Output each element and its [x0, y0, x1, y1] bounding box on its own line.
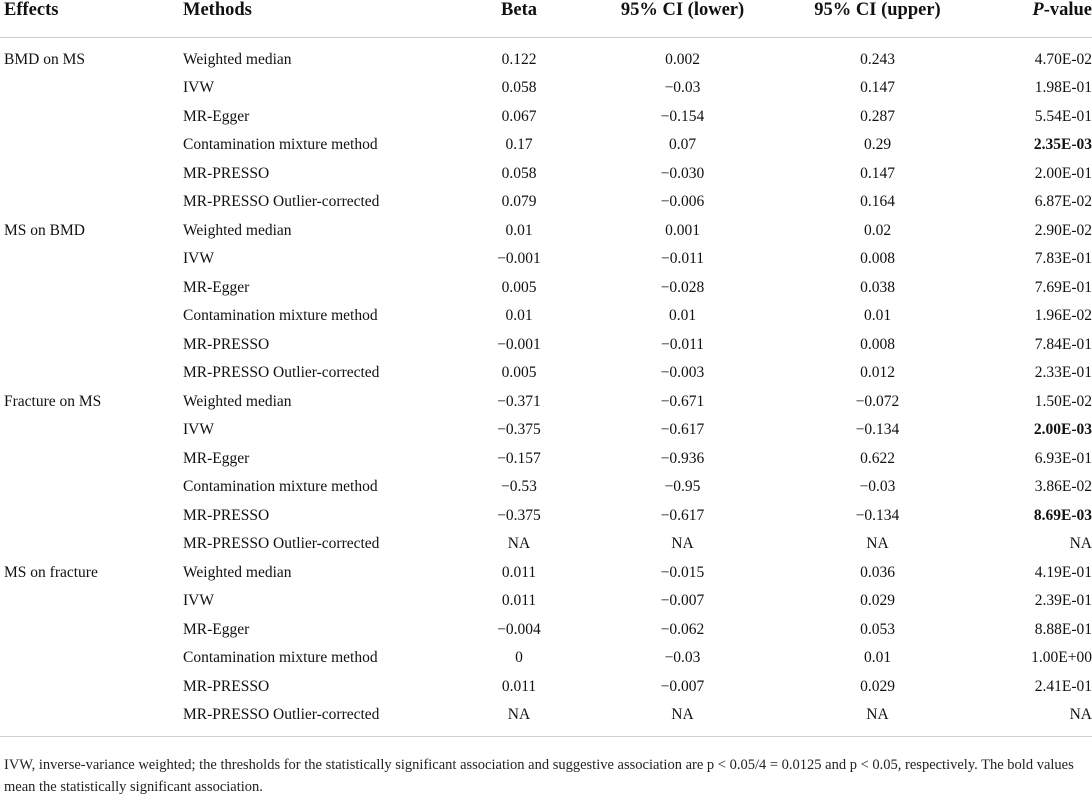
ci-lower-cell: 0.01 — [668, 307, 697, 325]
beta-cell: −0.371 — [497, 392, 541, 410]
effect-cell — [0, 473, 183, 502]
method-cell: MR-Egger — [183, 620, 250, 638]
ci-lower-cell: −0.03 — [664, 649, 701, 667]
beta-cell: −0.53 — [501, 478, 537, 496]
p-value-cell: 2.00E-03 — [1033, 421, 1092, 439]
ci-upper-cell: 0.02 — [863, 221, 892, 239]
ci-upper-cell: 0.038 — [860, 278, 895, 296]
method-cell: MR-PRESSO Outlier-corrected — [183, 193, 380, 211]
ci-lower-cell: −0.007 — [660, 677, 705, 695]
ci-upper-cell: 0.053 — [860, 620, 895, 638]
table-footnote: IVW, inverse-variance weighted; the thresholds for the statistically significant association and suggestive association are p < 0.05/4 = 0.0125 and p < 0.05, respectively. The bold values mean the statistically significant association. — [4, 757, 1074, 795]
method-cell: MR-PRESSO Outlier-corrected — [183, 535, 380, 553]
p-value-cell: 1.96E-02 — [1034, 307, 1092, 325]
method-cell: MR-PRESSO — [183, 164, 270, 182]
table-row — [0, 644, 1092, 673]
method-cell: Contamination mixture method — [183, 136, 378, 154]
table-row — [0, 331, 1092, 360]
table-row — [0, 188, 1092, 217]
ci-lower-cell: −0.006 — [660, 193, 705, 211]
ci-upper-cell: 0.147 — [860, 164, 895, 182]
beta-cell: −0.375 — [497, 421, 541, 439]
beta-cell: 0.01 — [505, 307, 533, 325]
p-value-cell: 7.84E-01 — [1034, 335, 1092, 353]
effect-cell — [0, 160, 183, 189]
effect-cell — [0, 274, 183, 303]
effect-cell — [0, 103, 183, 132]
effect-cell — [0, 331, 183, 360]
ci-upper-cell: −0.072 — [855, 392, 900, 410]
p-value-cell: 1.50E-02 — [1034, 392, 1092, 410]
p-value-cell: 6.93E-01 — [1034, 449, 1092, 467]
effect-cell — [0, 74, 183, 103]
method-cell: MR-PRESSO Outlier-corrected — [183, 364, 380, 382]
table-row — [0, 587, 1092, 616]
beta-cell: 0 — [515, 649, 523, 667]
ci-lower-cell: 0.07 — [668, 136, 697, 154]
effect-cell: Fracture on MS — [4, 392, 102, 410]
effect-cell — [0, 530, 183, 559]
method-cell: Contamination mixture method — [183, 649, 378, 667]
ci-upper-cell: 0.29 — [863, 136, 892, 154]
method-cell: Weighted median — [183, 563, 292, 581]
p-value-cell: NA — [1069, 535, 1092, 553]
p-value-cell: 1.98E-01 — [1034, 79, 1092, 97]
table-row — [0, 502, 1092, 531]
beta-cell: 0.17 — [505, 136, 533, 154]
ci-lower-cell: −0.003 — [660, 364, 705, 382]
method-cell: MR-Egger — [183, 449, 250, 467]
beta-cell: 0.011 — [501, 677, 537, 695]
table-row — [0, 131, 1092, 160]
method-cell: MR-PRESSO — [183, 677, 270, 695]
ci-upper-cell: 0.029 — [860, 677, 895, 695]
table-row — [0, 74, 1092, 103]
method-cell: MR-PRESSO — [183, 506, 270, 524]
ci-lower-cell: −0.671 — [660, 392, 705, 410]
ci-lower-cell: −0.028 — [660, 278, 705, 296]
beta-cell: 0.067 — [501, 107, 537, 125]
ci-upper-cell: 0.287 — [860, 107, 895, 125]
p-value-cell: 1.00E+00 — [1031, 649, 1092, 667]
table-row — [0, 559, 1092, 588]
effect-cell — [0, 445, 183, 474]
beta-cell: 0.058 — [501, 164, 537, 182]
method-cell: IVW — [183, 592, 214, 610]
ci-lower-cell: 0.002 — [665, 51, 700, 68]
table-row — [0, 701, 1092, 736]
header-p-rest: -value — [1043, 0, 1092, 20]
p-value-cell: 4.70E-02 — [1034, 51, 1092, 68]
beta-cell: 0.122 — [501, 51, 537, 68]
ci-upper-cell: 0.01 — [863, 307, 892, 325]
beta-cell: 0.058 — [501, 79, 537, 97]
ci-upper-cell: −0.03 — [859, 478, 896, 496]
effect-cell — [0, 188, 183, 217]
ci-upper-cell: 0.147 — [860, 79, 895, 97]
method-cell: IVW — [183, 79, 214, 97]
table-row — [0, 616, 1092, 645]
header-ci-upper: 95% CI (upper) — [765, 0, 990, 38]
effect-cell — [0, 245, 183, 274]
beta-cell: −0.001 — [497, 250, 541, 268]
beta-cell: 0.005 — [501, 364, 537, 382]
table-row — [0, 445, 1092, 474]
ci-lower-cell: −0.015 — [660, 563, 705, 581]
method-cell: IVW — [183, 250, 214, 268]
beta-cell: −0.157 — [497, 449, 541, 467]
ci-lower-cell: −0.95 — [664, 478, 701, 496]
table-row — [0, 359, 1092, 388]
table-row — [0, 388, 1092, 417]
beta-cell: 0.01 — [505, 221, 533, 239]
beta-cell: 0.079 — [501, 193, 537, 211]
table-row — [0, 103, 1092, 132]
p-value-cell: 7.83E-01 — [1034, 250, 1092, 268]
method-cell: MR-Egger — [183, 107, 250, 125]
header-row — [0, 0, 1092, 38]
ci-lower-cell: −0.062 — [660, 620, 705, 638]
p-value-cell: 4.19E-01 — [1034, 563, 1092, 581]
ci-lower-cell: −0.03 — [664, 79, 701, 97]
ci-lower-cell: −0.154 — [660, 107, 705, 125]
ci-lower-cell: −0.617 — [660, 421, 705, 439]
ci-upper-cell: 0.01 — [863, 649, 892, 667]
beta-cell: 0.011 — [501, 563, 537, 581]
effect-cell — [0, 673, 183, 702]
p-value-cell: 6.87E-02 — [1034, 193, 1092, 211]
effect-cell — [0, 587, 183, 616]
ci-lower-cell: −0.936 — [660, 449, 705, 467]
beta-cell: −0.375 — [497, 506, 541, 524]
p-value-cell: 2.90E-02 — [1034, 221, 1092, 239]
method-cell: Weighted median — [183, 51, 292, 68]
table-body — [0, 38, 1092, 737]
beta-cell: 0.011 — [501, 592, 537, 610]
ci-lower-cell: 0.001 — [665, 221, 700, 239]
method-cell: MR-Egger — [183, 278, 250, 296]
header-p-italic: P — [1032, 0, 1044, 20]
ci-upper-cell: 0.036 — [860, 563, 895, 581]
beta-cell: −0.004 — [497, 620, 541, 638]
ci-upper-cell: NA — [765, 701, 990, 736]
table-row — [0, 673, 1092, 702]
table-row — [0, 217, 1092, 246]
method-cell: Contamination mixture method — [183, 478, 378, 496]
p-value-cell: 2.39E-01 — [1034, 592, 1092, 610]
method-cell: Weighted median — [183, 392, 292, 410]
effect-cell: MS on fracture — [4, 563, 98, 581]
ci-upper-cell: 0.008 — [860, 250, 895, 268]
table-row — [0, 160, 1092, 189]
header-effects: Effects — [0, 0, 183, 38]
ci-lower-cell: −0.617 — [660, 506, 705, 524]
p-value-cell: 8.88E-01 — [1034, 620, 1092, 638]
ci-upper-cell: 0.164 — [860, 193, 895, 211]
effect-cell — [0, 131, 183, 160]
table-row — [0, 274, 1092, 303]
beta-cell: NA — [438, 701, 600, 736]
beta-cell: −0.001 — [497, 335, 541, 353]
ci-lower-cell: −0.011 — [660, 335, 705, 353]
effect-cell: BMD on MS — [4, 51, 85, 68]
method-cell: Weighted median — [183, 221, 292, 239]
effect-cell — [0, 701, 183, 736]
effect-cell — [0, 359, 183, 388]
table-row — [0, 530, 1092, 559]
method-cell: Contamination mixture method — [183, 307, 378, 325]
p-value-cell: 2.00E-01 — [1034, 164, 1092, 182]
effect-cell — [0, 416, 183, 445]
p-value-cell: 5.54E-01 — [1034, 107, 1092, 125]
p-value-cell: 2.41E-01 — [1034, 677, 1092, 695]
table-row — [0, 302, 1092, 331]
table-row — [0, 473, 1092, 502]
ci-upper-cell: 0.008 — [860, 335, 895, 353]
beta-cell: 0.005 — [501, 278, 537, 296]
beta-cell: NA — [507, 535, 531, 553]
p-value-cell: 2.35E-03 — [1033, 136, 1092, 154]
ci-upper-cell: 0.622 — [860, 449, 895, 467]
ci-lower-cell: −0.007 — [660, 592, 705, 610]
p-value-cell: 3.86E-02 — [1034, 478, 1092, 496]
ci-upper-cell: −0.134 — [855, 421, 900, 439]
header-methods: Methods — [183, 0, 438, 38]
header-ci-lower: 95% CI (lower) — [600, 0, 765, 38]
method-cell: MR-PRESSO — [183, 335, 270, 353]
ci-lower-cell: NA — [671, 535, 694, 553]
ci-lower-cell: −0.030 — [660, 164, 705, 182]
effect-cell: MS on BMD — [4, 221, 85, 239]
p-value-cell: 8.69E-03 — [1033, 506, 1092, 524]
ci-lower-cell: NA — [600, 701, 765, 736]
effect-cell — [0, 616, 183, 645]
p-value-cell: 7.69E-01 — [1034, 278, 1092, 296]
ci-upper-cell: 0.029 — [860, 592, 895, 610]
ci-upper-cell: 0.012 — [860, 364, 895, 382]
ci-lower-cell: −0.011 — [660, 250, 705, 268]
effect-cell — [0, 644, 183, 673]
ci-upper-cell: NA — [866, 535, 889, 553]
header-beta: Beta — [438, 0, 600, 38]
header-p-value — [990, 0, 1092, 38]
table-row — [0, 416, 1092, 445]
effect-cell — [0, 502, 183, 531]
p-value-cell: 2.33E-01 — [1034, 364, 1092, 382]
method-cell: MR-PRESSO Outlier-corrected — [183, 701, 438, 736]
table-row — [0, 38, 1092, 75]
table-row — [0, 245, 1092, 274]
p-value-cell: NA — [990, 701, 1092, 736]
effect-cell — [0, 302, 183, 331]
method-cell: IVW — [183, 421, 214, 439]
ci-upper-cell: −0.134 — [855, 506, 900, 524]
ci-upper-cell: 0.243 — [860, 51, 895, 68]
